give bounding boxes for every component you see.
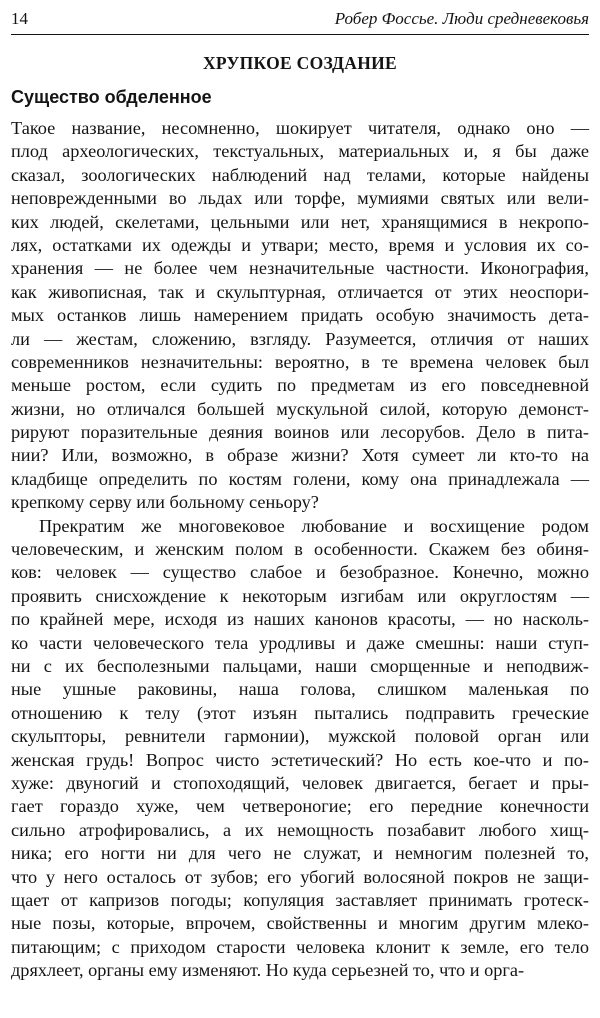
section-heading: Существо обделенное (11, 87, 212, 107)
running-title: Робер Фоссье. Люди средневековья (334, 9, 589, 28)
text-line: мых останков лишь намерением придать особую значимость дета- (11, 305, 589, 326)
text-line: проявить снисхождение к некоторым изгибам или округлостям — (11, 585, 589, 606)
text-line: дряхлеет, органы ему изменяют. Но куда серьезней то, что и орга- (11, 960, 525, 981)
text-line: гает гораздо хуже, чем четвероногие; его передние конечности (11, 796, 589, 817)
text-line: питающим; с приходом старости человека клонит к земле, его тело (11, 936, 589, 957)
text-line: хранения — не более чем незначительные частности. Иконография, (11, 258, 589, 279)
text-line: скульпторы, ревнители гармонии), мужской половой орган или (11, 726, 589, 747)
chapter-title: ХРУПКОЕ СОЗДАНИЕ (202, 53, 398, 73)
text-line: сильно атрофировались, а их немощность позабавит любого хищ- (11, 819, 589, 840)
text-line: как живописная, так и скульптурная, отличается от этих неоспори- (11, 281, 589, 302)
text-line: ких людей, скелетами, цельными или нет, хранящимися в некропо- (11, 211, 589, 232)
text-line: ков: человек — существо слабое и безобразное. Конечно, можно (11, 562, 589, 583)
text-line: современников незначительны: вероятно, в те времена человек был (11, 351, 589, 372)
book-page (11, 0, 589, 982)
text-line: отношению к телу (этот изъян пытались подправить греческие (11, 702, 589, 723)
text-line: нии? Или, возможно, в образе жизни? Хотя сумеет ли кто-то на (11, 445, 589, 466)
text-line: Прекратим же многовековое любование и восхищение родом (39, 515, 589, 536)
text-line: человеческим, и женским полом в особенности. Скажем без обиня- (11, 539, 589, 560)
text-line: по крайней мере, исходя из наших канонов красоты, — но насколь- (11, 609, 589, 630)
text-line: что у него осталось от зубов; его убогий волосяной покров не защи- (11, 866, 589, 887)
text-line: кладбище определить по костям голени, кому она принадлежала — (11, 468, 589, 489)
text-line: сказал, зоологических наблюдений над телами, которые найдены (11, 164, 589, 185)
text-line: жизни, но отличался большей мускульной силой, которую демонст- (11, 398, 589, 419)
body-text (11, 117, 589, 982)
text-line: крепкому серву или больному сеньору? (11, 492, 319, 513)
page-header (11, 0, 589, 33)
text-line: лях, остатками их одежды и утвари; место, время и условия их со- (11, 234, 589, 255)
text-line: ные позы, которые, впрочем, свойственны и многим другим млеко- (11, 913, 589, 934)
text-line: неповрежденными во льдах или торфе, мумиями святых или вели- (11, 188, 589, 209)
text-line: ли — жестам, сложению, взгляду. Разумеется, отличия от наших (11, 328, 589, 349)
text-line: ные ушные раковины, наша голова, слишком маленькая по (11, 679, 589, 700)
text-line: хуже: двуногий и стопоходящий, человек двигается, бегает и пры- (11, 772, 589, 793)
text-line: рируют поразительные деяния воинов или лесорубов. Дело в пита- (11, 422, 589, 443)
text-line: ни с их бесполезными пальцами, наши сморщенные и неподвиж- (11, 655, 589, 676)
text-line: щает от капризов погоды; копуляция заставляет принимать гротеск- (11, 889, 589, 910)
text-line: ника; его ногти ни для чего не служат, и немногим полезней то, (11, 843, 589, 864)
text-line: плод археологических, текстуальных, материальных и, я бы даже (11, 141, 589, 162)
page-number: 14 (11, 9, 28, 28)
text-line: женская грудь! Вопрос чисто эстетический? Но есть кое-что и по- (11, 749, 589, 770)
header-rule (11, 34, 589, 35)
text-line: Такое название, несомненно, шокирует читателя, однако оно — (11, 118, 589, 138)
text-line: ко части человеческого тела уродливы и даже смешны: наши ступ- (11, 632, 589, 653)
text-line: меньше ростом, если судить по предметам из его повседневной (11, 375, 589, 396)
